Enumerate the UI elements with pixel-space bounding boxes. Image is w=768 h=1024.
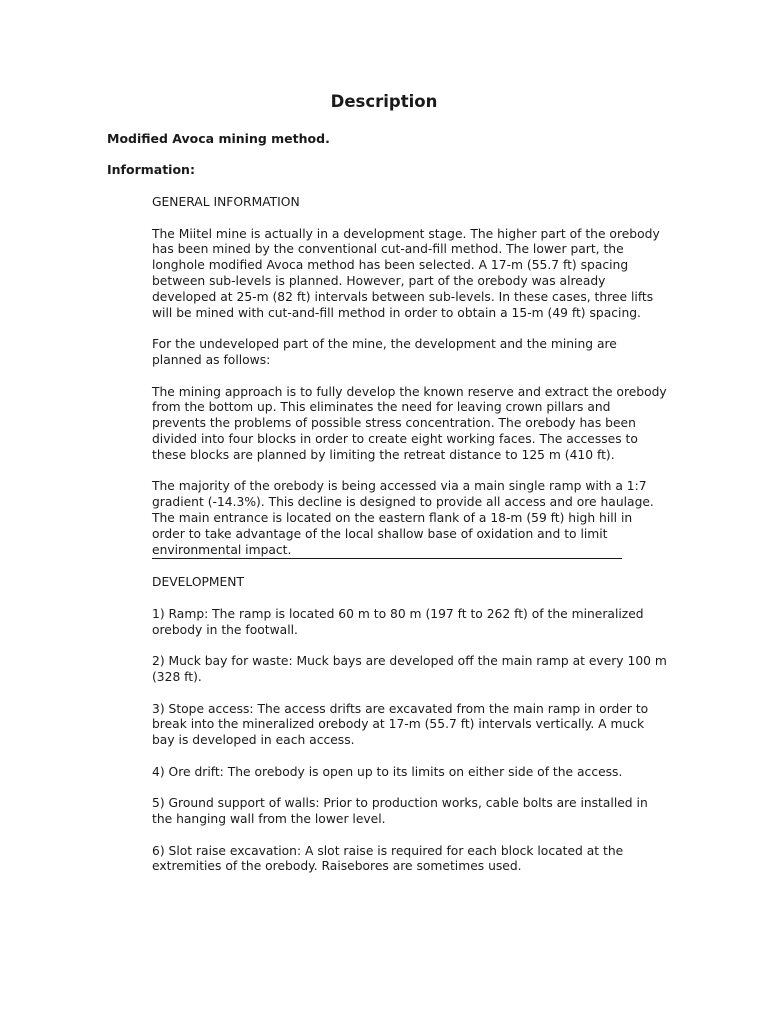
development-item: 2) Muck bay for waste: Muck bays are developed off the main ramp at every 100 m (328 ft). [152,654,667,684]
development-label: DEVELOPMENT [152,575,245,590]
general-paragraph: The mining approach is to fully develop the known reserve and extract the orebody from the bottom up. This eliminates the need for leaving crown pillars and prevents the problems of possible stress concentration. The orebody has been divided into four blocks in order to create eight working faces. The accesses to these blocks are planned by limiting the retreat distance to 125 m (410 ft). [152,384,667,462]
general-paragraph: For the undeveloped part of the mine, the development and the mining are planned as follows: [152,337,617,367]
development-item: 1) Ramp: The ramp is located 60 m to 80 m (197 ft to 262 ft) of the mineralized orebody in the footwall. [152,606,644,637]
document-body [152,195,667,891]
method-heading: Modified Avoca mining method. [107,131,330,146]
document-title: Description [330,92,438,111]
development-item: 3) Stope access: The access drifts are excavated from the main ramp in order to break into the mineralized orebody at 17-m (55.7 ft) intervals vertically. A muck bay is developed in each access. [152,701,649,748]
general-paragraph: The majority of the orebody is being accessed via a main single ramp with a 1:7 gradient (-14.3%). This decline is designed to provide all access and ore haulage. The main entrance is located on the eastern flank of a 18-m (59 ft) high hill in order to take advantage of the local shallow base of oxidation and to limit environmental impact. [152,479,654,557]
general-information-label: GENERAL INFORMATION [152,195,300,209]
information-heading: Information: [107,162,195,177]
development-item: 6) Slot raise excavation: A slot raise is required for each block located at the extremities of the orebody. Raisebores are sometimes used. [152,843,624,874]
development-item: 5) Ground support of walls: Prior to production works, cable bolts are installed in the hanging wall from the lower level. [152,796,648,827]
general-paragraph: The Miitel mine is actually in a development stage. The higher part of the orebody has been mined by the conventional cut-and-fill method. The lower part, the longhole modified Avoca method has been selected. A 17-m (55.7 ft) spacing between sub-levels is planned. However, part of the orebody was already developed at 25-m (82 ft) intervals between sub-levels. In these cases, three lifts will be mined with cut-and-fill method in order to obtain a 15-m (49 ft) spacing. [152,226,660,320]
development-item: 4) Ore drift: The orebody is open up to its limits on either side of the access. [152,764,623,779]
section-divider [152,558,622,559]
